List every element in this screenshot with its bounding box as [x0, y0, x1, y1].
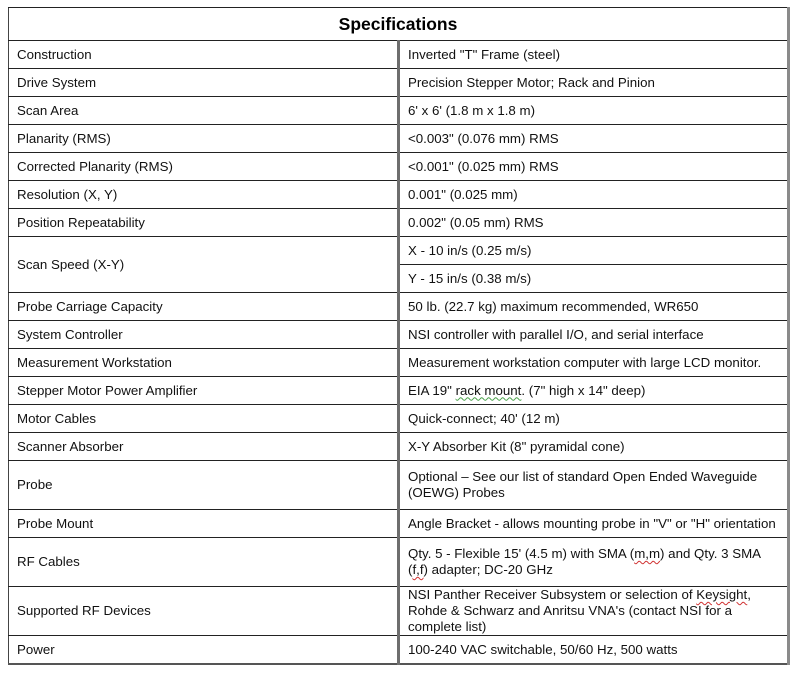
spec-value: NSI controller with parallel I/O, and serial interface — [399, 321, 789, 349]
spec-value: Optional – See our list of standard Open Ended Waveguide (OEWG) Probes — [399, 461, 789, 510]
spec-value-text: ) and Qty. 3 SMA ( — [408, 546, 761, 577]
spec-value: 0.002" (0.05 mm) RMS — [399, 209, 789, 237]
table-row — [9, 405, 789, 433]
spellcheck-underlined-text: Keysight — [696, 587, 748, 602]
table-row — [9, 237, 789, 265]
table-row — [9, 125, 789, 153]
spec-value-text: NSI Panther Receiver Subsystem or selection of — [408, 587, 697, 602]
spellcheck-underlined-text: m,m — [634, 546, 661, 561]
table-row — [9, 538, 789, 587]
table-row — [9, 321, 789, 349]
table-row — [9, 433, 789, 461]
spellcheck-underlined-text: rack mount — [455, 382, 522, 398]
table-row — [9, 510, 789, 538]
spec-label: System Controller — [9, 321, 399, 349]
table-row — [9, 587, 789, 636]
spec-label: Probe Mount — [9, 510, 399, 538]
table-title: Specifications — [9, 8, 789, 41]
spec-value: Precision Stepper Motor; Rack and Pinion — [399, 69, 789, 97]
spec-value — [399, 587, 789, 636]
spec-value: 0.001" (0.025 mm) — [399, 181, 789, 209]
table-row — [9, 69, 789, 97]
spec-label: Construction — [9, 41, 399, 69]
spec-label: Scan Speed (X-Y) — [9, 237, 399, 293]
table-row — [9, 209, 789, 237]
spec-value — [399, 377, 789, 405]
table-row — [9, 636, 789, 665]
spec-value: <0.003" (0.076 mm) RMS — [399, 125, 789, 153]
spec-value: 6' x 6' (1.8 m x 1.8 m) — [399, 97, 789, 125]
spec-label: Measurement Workstation — [9, 349, 399, 377]
spec-value-text: , Rohde & Schwarz and Anritsu VNA's (contact NSI for a complete list) — [408, 587, 751, 634]
spec-value-text: . (7" high x 14" deep) — [521, 382, 646, 398]
specifications-table — [8, 7, 790, 665]
table-row — [9, 153, 789, 181]
spec-value-text: Qty. 5 - Flexible 15' (4.5 m) with SMA ( — [408, 546, 635, 561]
table-row — [9, 41, 789, 69]
spec-label: Resolution (X, Y) — [9, 181, 399, 209]
spec-value-text: EIA 19" — [408, 382, 456, 398]
spec-value-text: ) adapter; DC-20 GHz — [423, 562, 553, 577]
spec-label: Scan Area — [9, 97, 399, 125]
spec-label: Position Repeatability — [9, 209, 399, 237]
spec-label: Motor Cables — [9, 405, 399, 433]
spec-label: Stepper Motor Power Amplifier — [9, 377, 399, 405]
spec-label: Planarity (RMS) — [9, 125, 399, 153]
spec-label: Probe — [9, 461, 399, 510]
spec-value: Measurement workstation computer with large LCD monitor. — [399, 349, 789, 377]
table-row — [9, 349, 789, 377]
spec-value: Angle Bracket - allows mounting probe in "V" or "H" orientation — [399, 510, 789, 538]
spec-value: <0.001" (0.025 mm) RMS — [399, 153, 789, 181]
spec-label: Probe Carriage Capacity — [9, 293, 399, 321]
spec-label: Corrected Planarity (RMS) — [9, 153, 399, 181]
spec-value: X-Y Absorber Kit (8" pyramidal cone) — [399, 433, 789, 461]
spec-value: Quick-connect; 40' (12 m) — [399, 405, 789, 433]
spec-label: RF Cables — [9, 538, 399, 587]
spec-label: Scanner Absorber — [9, 433, 399, 461]
spec-value: Y - 15 in/s (0.38 m/s) — [399, 265, 789, 293]
table-row — [9, 97, 789, 125]
spec-value: Inverted "T" Frame (steel) — [399, 41, 789, 69]
table-row — [9, 461, 789, 510]
table-row — [9, 181, 789, 209]
spec-value: 100-240 VAC switchable, 50/60 Hz, 500 watts — [399, 636, 789, 665]
spec-label: Power — [9, 636, 399, 665]
spec-label: Drive System — [9, 69, 399, 97]
spec-label: Supported RF Devices — [9, 587, 399, 636]
table-header-row — [9, 8, 789, 41]
spec-value — [399, 538, 789, 587]
spec-value: 50 lb. (22.7 kg) maximum recommended, WR650 — [399, 293, 789, 321]
spellcheck-underlined-text: f,f — [412, 562, 424, 577]
table-row — [9, 377, 789, 405]
spec-value: X - 10 in/s (0.25 m/s) — [399, 237, 789, 265]
table-row — [9, 293, 789, 321]
